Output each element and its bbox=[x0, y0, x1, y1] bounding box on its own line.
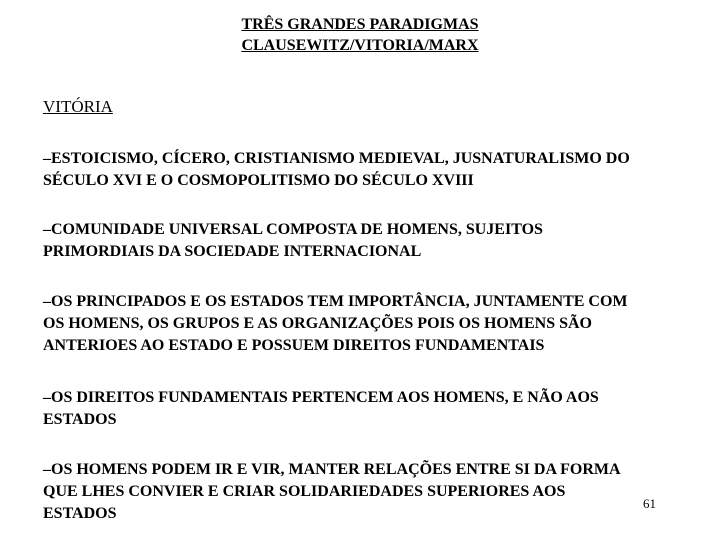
paragraph-line: ESTADOS bbox=[43, 411, 117, 428]
paragraph-line: ESTADOS bbox=[43, 505, 117, 522]
paragraph-5 bbox=[43, 459, 715, 525]
paragraph-line: OS HOMENS, OS GRUPOS E AS ORGANIZAÇÕES POIS OS HOMENS SÃO bbox=[43, 315, 592, 332]
paragraph-line: PRIMORDIAIS DA SOCIEDADE INTERNACIONAL bbox=[43, 243, 422, 260]
paragraph-2 bbox=[43, 219, 715, 263]
paragraph-line: SÉCULO XVI E O COSMOPOLITISMO DO SÉCULO XVIII bbox=[43, 172, 474, 189]
paragraph-line: ANTERIOES AO ESTADO E POSSUEM DIREITOS FUNDAMENTAIS bbox=[43, 337, 545, 354]
page-number: 61 bbox=[643, 496, 656, 511]
section-heading: VITÓRIA bbox=[43, 97, 113, 116]
paragraph-3 bbox=[43, 291, 715, 357]
paragraph-line: –ESTOICISMO, CÍCERO, CRISTIANISMO MEDIEVAL, JUSNATURALISMO DO bbox=[43, 150, 630, 167]
paragraph-line: –COMUNIDADE UNIVERSAL COMPOSTA DE HOMENS, SUJEITOS bbox=[43, 221, 543, 238]
paragraph-line: –OS HOMENS PODEM IR E VIR, MANTER RELAÇÕES ENTRE SI DA FORMA bbox=[43, 461, 621, 478]
paragraph-line: QUE LHES CONVIER E CRIAR SOLIDARIEDADES SUPERIORES AOS bbox=[43, 483, 566, 500]
paragraph-1 bbox=[43, 148, 715, 192]
paragraph-line: –OS PRINCIPADOS E OS ESTADOS TEM IMPORTÂNCIA, JUNTAMENTE COM bbox=[43, 293, 628, 310]
slide-title bbox=[0, 14, 720, 56]
paragraph-line: –OS DIREITOS FUNDAMENTAIS PERTENCEM AOS HOMENS, E NÃO AOS bbox=[43, 389, 599, 406]
paragraph-4 bbox=[43, 387, 715, 431]
title-line-1: TRÊS GRANDES PARADIGMAS bbox=[241, 16, 479, 33]
title-line-2: CLAUSEWITZ/VITORIA/MARX bbox=[241, 37, 479, 54]
